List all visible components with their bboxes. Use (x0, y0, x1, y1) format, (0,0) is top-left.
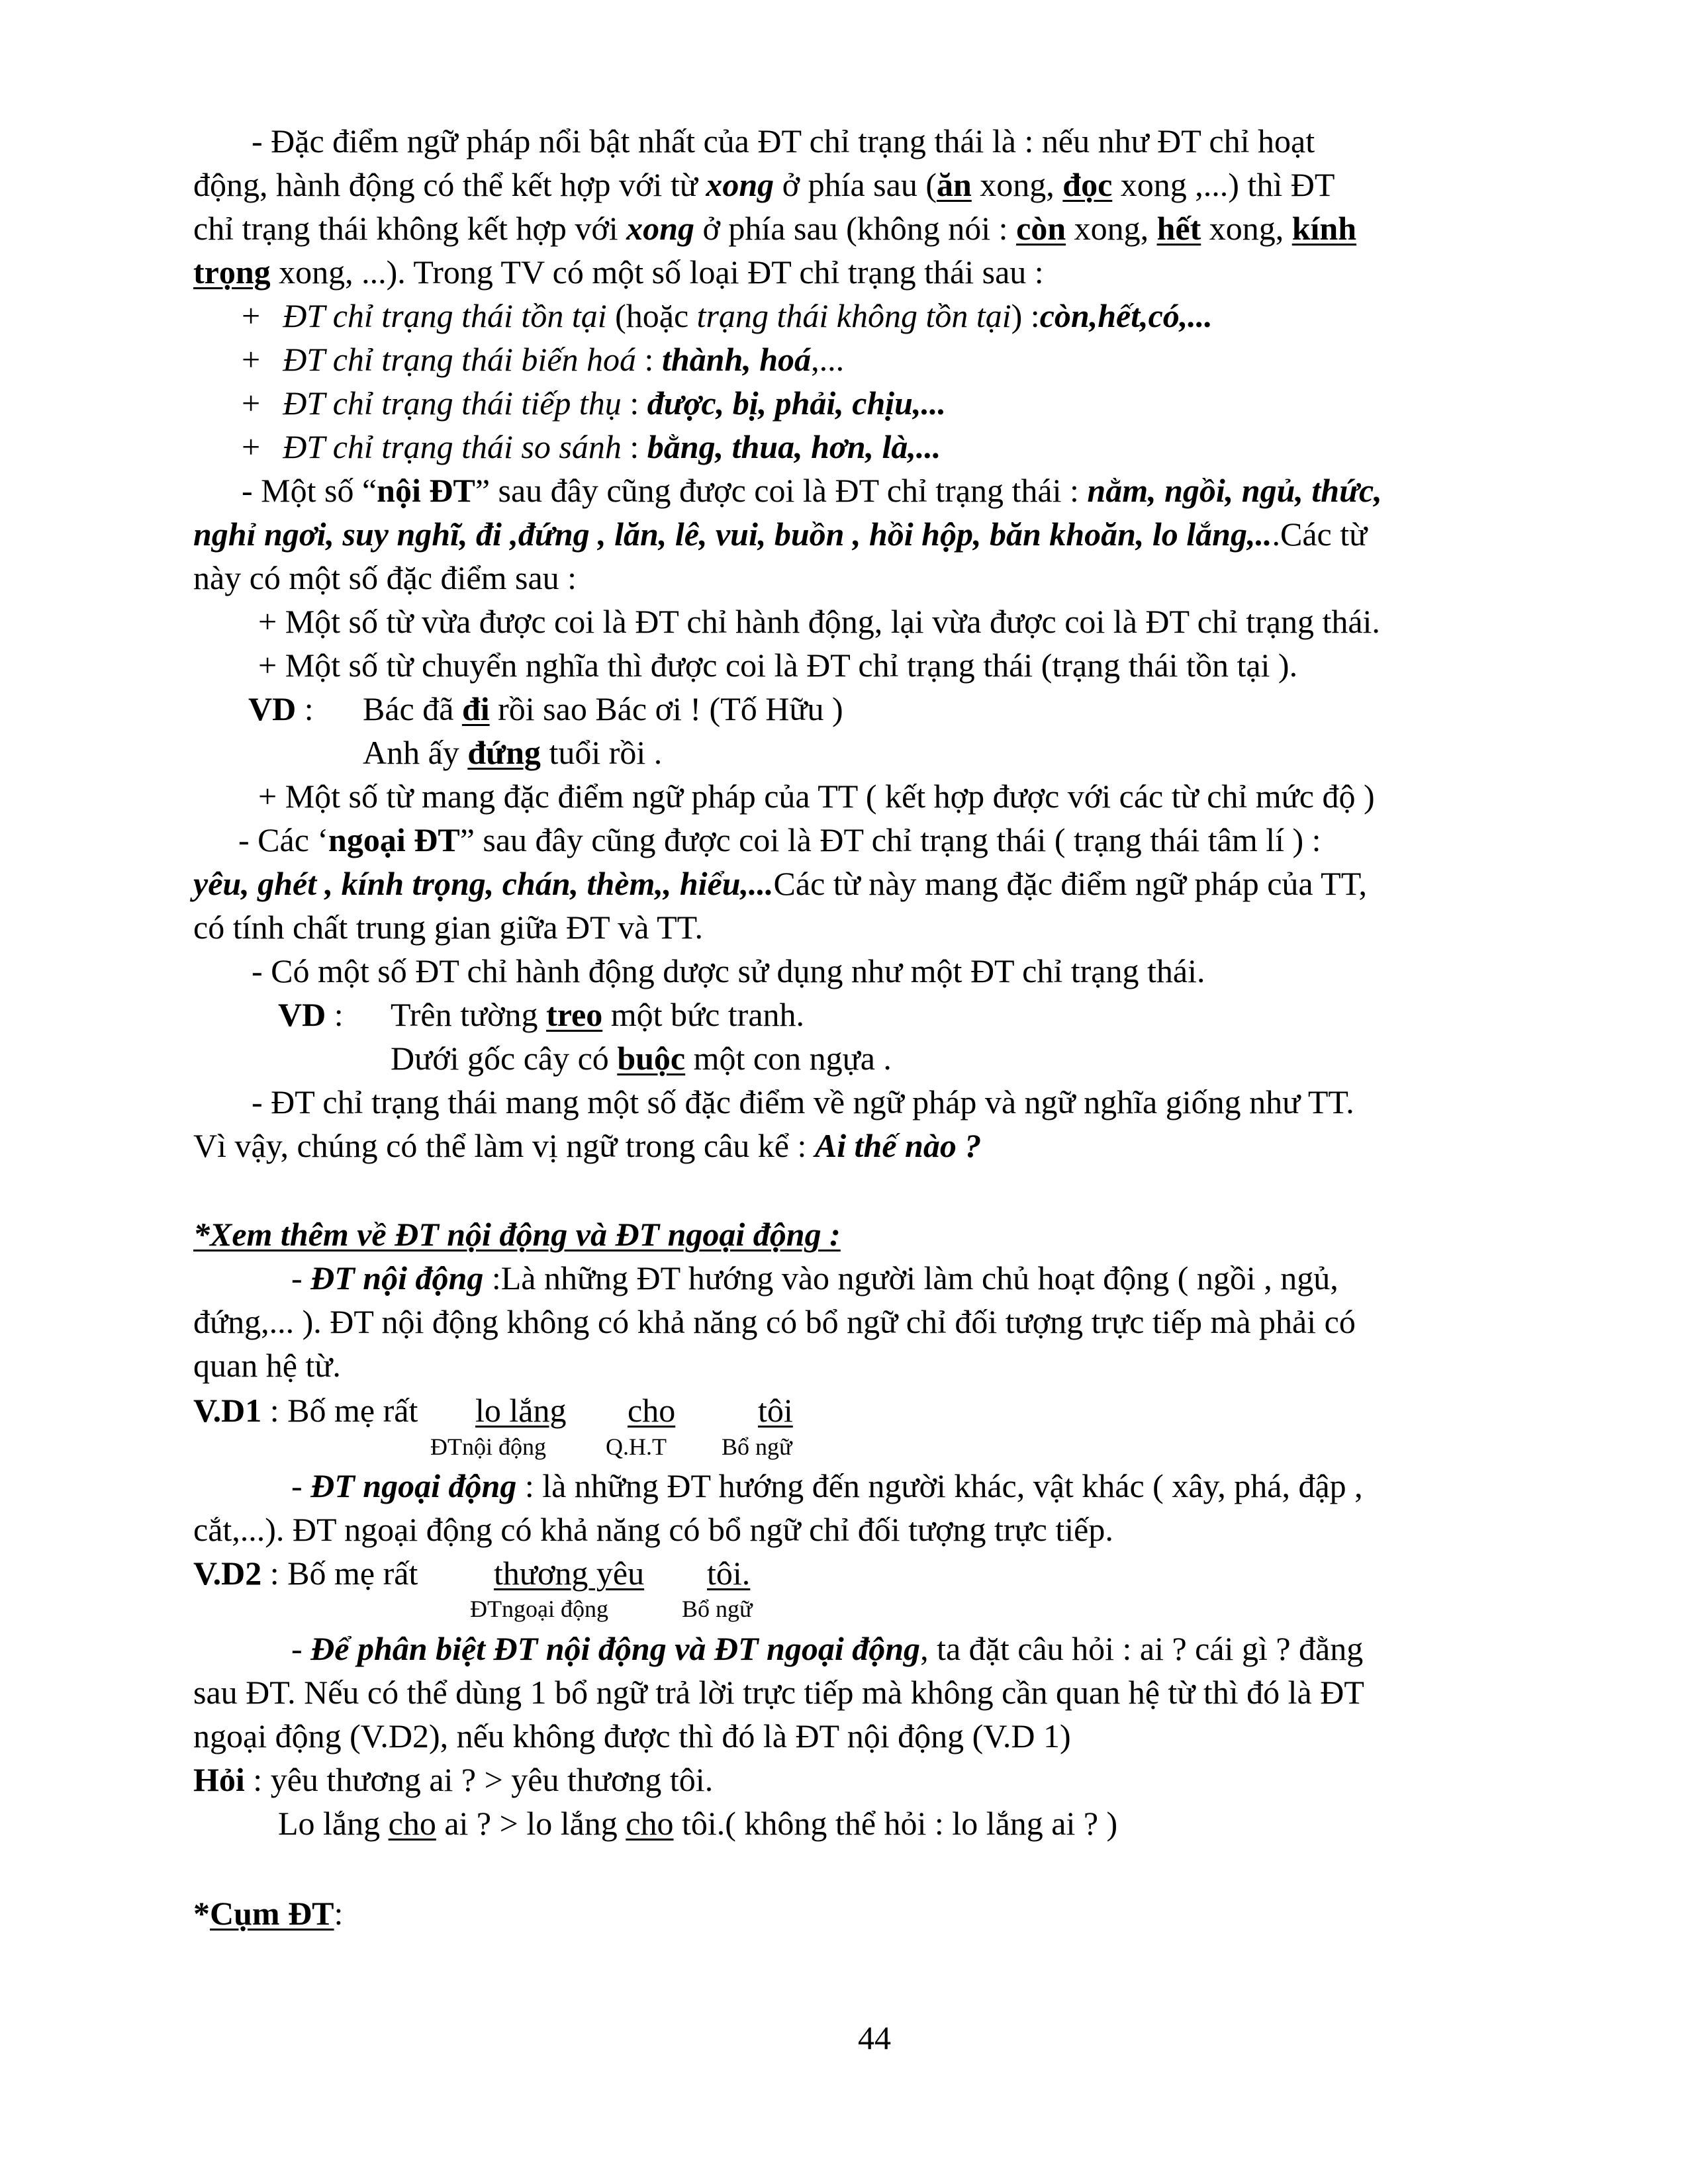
hoi-label: Hỏi (193, 1761, 245, 1798)
list-item (242, 338, 844, 381)
vd-label: VD (278, 996, 326, 1033)
example-line (193, 1551, 418, 1595)
text-run: ĐT chỉ trạng thái so sánh (283, 428, 622, 465)
example-word: đọc (1062, 166, 1113, 203)
example-line (193, 1388, 418, 1432)
text-run: Anh ấy (363, 734, 468, 771)
text-run: xong, (1066, 210, 1157, 247)
emphasis: thành, hoá (661, 341, 812, 378)
text-line (238, 818, 1321, 862)
text-run: sau ĐT. Nếu có thể dùng 1 bổ ngữ trả lời trực tiếp mà không cần quan hệ từ thì đó là ĐT (193, 1674, 1364, 1711)
example-word: kính (1291, 210, 1357, 247)
text-run: ,... (811, 341, 845, 378)
text-run: động, hành động có thể kết hợp với từ (193, 166, 706, 203)
emphasis: bằng, thua, hơn, là,... (647, 428, 941, 465)
text-run: : Bố mẹ rất (261, 1392, 418, 1429)
text-run: : (636, 341, 662, 378)
bullet: + (242, 297, 261, 334)
text-run: Vì vậy, chúng có thể làm vị ngữ trong câu kể : (193, 1127, 815, 1164)
example-word: tôi (758, 1392, 793, 1429)
text-line (291, 1464, 1363, 1508)
bullet: + (242, 341, 261, 378)
text-line (258, 774, 1375, 818)
emphasis: nghỉ ngơi, suy nghĩ, đi ,đứng , lăn, lê, vui, buồn , hồi hộp, băn khoăn, lo lắng,.. (193, 516, 1272, 553)
text-run: xong, (971, 166, 1063, 203)
text-run: .Các từ (1272, 516, 1368, 553)
text-line (193, 556, 577, 600)
text-run: - Một số “ (242, 472, 377, 509)
text-line (193, 1758, 713, 1801)
text-run: : (621, 428, 647, 465)
text-line (193, 206, 1356, 250)
text-run: + Một số từ vừa được coi là ĐT chỉ hành động, lại vừa được coi là ĐT chỉ trạng thái. (258, 603, 1380, 640)
text-run: + Một số từ chuyển nghĩa thì được coi là ĐT chỉ trạng thái (trạng thái tồn tại ). (258, 647, 1298, 684)
text-run: quan hệ từ. (193, 1347, 341, 1384)
vd-label: V.D1 (193, 1392, 262, 1429)
emphasis: ĐT ngoại động (310, 1467, 517, 1504)
example-word: đứng (467, 734, 541, 771)
example-word: cho (626, 1805, 674, 1842)
text-run: Dưới gốc cây có (391, 1040, 618, 1077)
example-word: ăn (936, 166, 972, 203)
example-line (363, 687, 843, 731)
text-run: - Có một số ĐT chỉ hành động dược sử dụng như một ĐT chỉ trạng thái. (252, 952, 1205, 989)
emphasis: ĐT nội động (310, 1259, 484, 1297)
text-line (291, 1627, 1363, 1670)
text-run: , ta đặt câu hỏi : ai ? cái gì ? đằng (920, 1630, 1364, 1667)
text-line (252, 1080, 1354, 1124)
emphasis: yêu, ghét , kính trọng, chán, thèm,, hiểu,... (193, 865, 774, 902)
text-run: ” sau đây cũng được coi là ĐT chỉ trạng thái : (475, 472, 1088, 509)
text-run: : (326, 996, 344, 1033)
text-run: tôi.( không thể hỏi : lo lắng ai ? ) (673, 1805, 1118, 1842)
emphasis: Ai thế nào ? (814, 1127, 982, 1164)
emphasis: nội ĐT (377, 472, 475, 509)
text-run: đứng,... ). ĐT nội động không có khả năng có bổ ngữ chỉ đối tượng trực tiếp mà phải có (193, 1303, 1356, 1340)
text-line (193, 1508, 1113, 1551)
example-word: thương yêu (494, 1555, 645, 1592)
text-run: rồi sao Bác ơi ! (Tố Hữu ) (489, 690, 843, 727)
text-run: - (291, 1467, 311, 1504)
example-line (391, 1036, 892, 1080)
text-run: : Bố mẹ rất (261, 1555, 418, 1592)
text-run: ở phía sau (không nói : (694, 210, 1017, 247)
text-run: trạng thái không tồn tại (696, 297, 1011, 334)
text-run: ĐT chỉ trạng thái tồn tại (283, 297, 607, 334)
heading-text: Cụm ĐT (210, 1895, 334, 1932)
text-line (193, 512, 1367, 556)
emphasis: ngoại ĐT (328, 821, 460, 858)
text-line (193, 905, 703, 949)
text-run: ĐT chỉ trạng thái biến hoá (283, 341, 637, 378)
heading-star: * (193, 1895, 210, 1932)
text-run: xong, ...). Trong TV có một số loại ĐT chỉ trạng thái sau : (270, 253, 1044, 291)
text-run: một bức tranh. (602, 996, 805, 1033)
text-run: Bác đã (363, 690, 462, 727)
emphasis: được, bị, phải, chịu,... (647, 385, 946, 422)
example-word: hết (1156, 210, 1201, 247)
example-label (278, 993, 344, 1036)
grammar-note: ĐTnội động (430, 1433, 546, 1460)
vd-label: VD (248, 690, 297, 727)
grammar-note: ĐTngoại động (470, 1596, 608, 1622)
example-word: buộc (617, 1040, 686, 1077)
text-run: Lo lắng (278, 1805, 389, 1842)
emphasis: Để phân biệt ĐT nội động và ĐT ngoại động (310, 1630, 921, 1667)
example-label (248, 687, 314, 731)
text-line (242, 469, 1382, 512)
emphasis: xong (706, 166, 774, 203)
text-run: - Các ‘ (238, 821, 329, 858)
text-line (193, 1300, 1356, 1343)
text-run: có tính chất trung gian giữa ĐT và TT. (193, 909, 703, 946)
text-line (278, 1801, 1117, 1845)
emphasis: còn,hết,có,... (1039, 297, 1213, 334)
text-line (291, 1256, 1338, 1300)
text-run: - ĐT chỉ trạng thái mang một số đặc điểm về ngữ pháp và ngữ nghĩa giống như TT. (252, 1083, 1354, 1120)
text-line (258, 600, 1380, 643)
text-line (193, 250, 1044, 294)
text-run: Trên tường (391, 996, 547, 1033)
example-word: treo (546, 996, 603, 1033)
section-heading (193, 1891, 343, 1935)
vd-label: V.D2 (193, 1555, 262, 1592)
text-run: chỉ trạng thái không kết hợp với (193, 210, 627, 247)
example-word: cho (628, 1392, 676, 1429)
text-run: tuổi rồi . (540, 734, 663, 771)
text-run: : (334, 1895, 344, 1932)
text-run: - Đặc điểm ngữ pháp nổi bật nhất của ĐT chỉ trạng thái là : nếu như ĐT chỉ hoạt (252, 122, 1315, 159)
bullet: + (242, 385, 261, 422)
text-run: : là những ĐT hướng đến người khác, vật khác ( xây, phá, đập , (516, 1467, 1363, 1504)
text-run: Các từ này mang đặc điểm ngữ pháp của TT, (773, 865, 1368, 902)
list-item (242, 294, 1213, 338)
section-heading (193, 1212, 841, 1256)
emphasis: nằm, ngồi, ngủ, thức, (1087, 472, 1382, 509)
text-run: này có một số đặc điểm sau : (193, 559, 577, 596)
example-line (391, 993, 804, 1036)
example-word: còn (1016, 210, 1066, 247)
grammar-note: Q.H.T (606, 1433, 667, 1460)
example-word: cho (388, 1805, 436, 1842)
text-run: ĐT chỉ trạng thái tiếp thụ (283, 385, 622, 422)
list-item (242, 425, 941, 469)
heading-text: *Xem thêm về ĐT nội động và ĐT ngoại động : (193, 1216, 841, 1253)
text-line (193, 1343, 341, 1387)
example-line (363, 731, 662, 774)
text-line (258, 643, 1297, 687)
text-run: xong ,...) thì ĐT (1112, 166, 1335, 203)
text-line (193, 862, 1367, 905)
text-run: ở phía sau ( (774, 166, 937, 203)
text-run: : (621, 385, 647, 422)
text-run: ai ? > lo lắng (436, 1805, 626, 1842)
text-run: : (296, 690, 314, 727)
text-run: - (291, 1259, 311, 1297)
text-line (193, 1714, 1071, 1758)
text-run: (hoặc (606, 297, 697, 334)
text-run: ) : (1011, 297, 1040, 334)
grammar-note: Bổ ngữ (682, 1596, 753, 1622)
text-run: :Là những ĐT hướng vào người làm chủ hoạt động ( ngồi , ngủ, (483, 1259, 1338, 1297)
text-run: ngoại động (V.D2), nếu không được thì đó là ĐT nội động (V.D 1) (193, 1717, 1071, 1754)
text-line (193, 1670, 1364, 1714)
text-line (193, 1124, 981, 1167)
example-word: lo lắng (475, 1392, 567, 1429)
text-line (193, 163, 1335, 206)
text-run: : yêu thương ai ? > yêu thương tôi. (244, 1761, 714, 1798)
grammar-note: Bổ ngữ (722, 1433, 792, 1460)
page-number: 44 (858, 2019, 891, 2056)
text-line (252, 119, 1315, 163)
example-word: đi (461, 690, 490, 727)
text-run: ” sau đây cũng được coi là ĐT chỉ trạng thái ( trạng thái tâm lí ) : (459, 821, 1321, 858)
text-run: - (291, 1630, 311, 1667)
text-run: một con ngựa . (685, 1040, 892, 1077)
example-word: tôi. (707, 1555, 751, 1592)
text-line (252, 949, 1205, 993)
emphasis: xong (626, 210, 694, 247)
text-run: xong, (1201, 210, 1292, 247)
text-run: + Một số từ mang đặc điểm ngữ pháp của TT ( kết hợp được với các từ chỉ mức độ ) (258, 778, 1375, 815)
text-run: cắt,...). ĐT ngoại động có khả năng có bổ ngữ chỉ đối tượng trực tiếp. (193, 1511, 1113, 1548)
bullet: + (242, 428, 261, 465)
example-word: trọng (193, 253, 271, 291)
list-item (242, 381, 946, 425)
